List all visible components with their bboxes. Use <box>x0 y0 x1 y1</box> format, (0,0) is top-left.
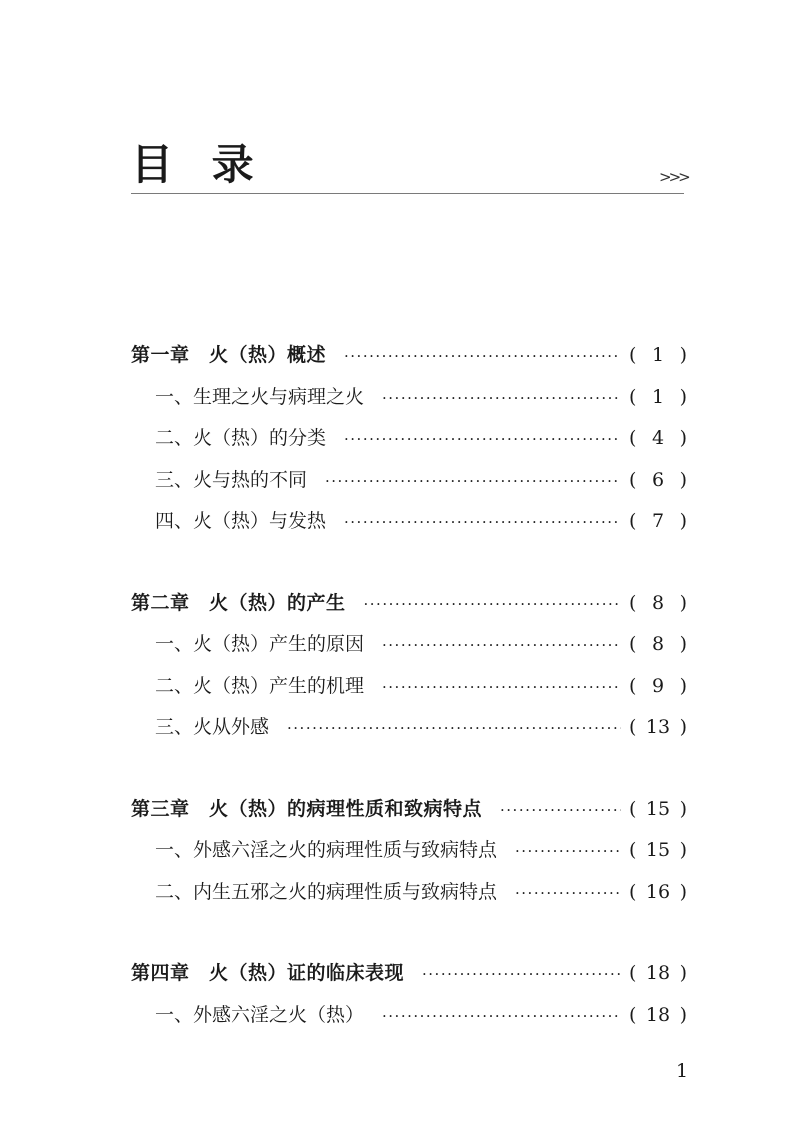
entry-title: 四、火（热）与发热 <box>155 510 327 532</box>
leader-dots <box>382 625 621 667</box>
leader-dots <box>344 502 621 544</box>
toc-entry-section[interactable] <box>131 995 687 1037</box>
toc-entry-section[interactable] <box>131 418 687 460</box>
entry-page: ( 15 ) <box>629 839 687 861</box>
leader-dots <box>325 461 621 503</box>
entry-title: 第一章 火（热）概述 <box>131 344 327 366</box>
entry-page: ( 1 ) <box>629 385 687 408</box>
entry-page: ( 1 ) <box>629 344 687 366</box>
page-number: 1 <box>676 1060 689 1082</box>
toc-entry-section[interactable] <box>131 501 687 543</box>
entry-page: ( 18 ) <box>629 1003 687 1026</box>
toc-entry-chapter[interactable] <box>131 953 687 995</box>
leader-dots <box>515 873 621 915</box>
entry-page: ( 7 ) <box>629 510 687 532</box>
entry-page: ( 16 ) <box>629 880 687 903</box>
leader-dots <box>500 790 621 832</box>
toc-entry-section[interactable] <box>131 460 687 502</box>
entry-title: 三、火从外感 <box>155 716 270 738</box>
entry-title: 第三章 火（热）的病理性质和致病特点 <box>131 797 483 820</box>
entry-page: ( 18 ) <box>629 962 687 984</box>
entry-title: 三、火与热的不同 <box>155 468 308 491</box>
toc-entry-chapter[interactable] <box>131 789 687 831</box>
leader-dots <box>422 954 621 996</box>
table-of-contents <box>131 335 687 1076</box>
toc-entry-section[interactable] <box>131 830 687 872</box>
toc-chapter-2 <box>131 583 687 749</box>
leader-dots <box>344 336 621 378</box>
entry-page: ( 4 ) <box>629 427 687 449</box>
entry-title: 一、生理之火与病理之火 <box>155 385 365 408</box>
toc-chapter-4 <box>131 953 687 1036</box>
entry-title: 二、内生五邪之火的病理性质与致病特点 <box>155 880 498 903</box>
entry-title: 一、外感六淫之火（热） <box>155 1003 365 1026</box>
chevrons-icon: >>> <box>659 168 688 186</box>
entry-page: ( 15 ) <box>629 797 687 820</box>
leader-dots <box>515 831 621 873</box>
entry-page: ( 6 ) <box>629 468 687 491</box>
page-title: 目 录 <box>131 140 266 189</box>
entry-page: ( 8 ) <box>629 633 687 655</box>
entry-page: ( 8 ) <box>629 591 687 614</box>
entry-title: 第二章 火（热）的产生 <box>131 591 346 614</box>
toc-entry-section[interactable] <box>131 624 687 666</box>
entry-title: 一、火（热）产生的原因 <box>155 633 365 655</box>
entry-page: ( 13 ) <box>629 716 687 738</box>
toc-entry-chapter[interactable] <box>131 583 687 625</box>
leader-dots <box>382 667 621 709</box>
entry-title: 二、火（热）产生的机理 <box>155 674 365 697</box>
toc-entry-section[interactable] <box>131 872 687 914</box>
entry-title: 一、外感六淫之火的病理性质与致病特点 <box>155 839 498 861</box>
toc-entry-section[interactable] <box>131 707 687 749</box>
entry-title: 第四章 火（热）证的临床表现 <box>131 962 405 984</box>
toc-entry-chapter[interactable] <box>131 335 687 377</box>
leader-dots <box>382 378 621 420</box>
toc-entry-section[interactable] <box>131 666 687 708</box>
toc-chapter-3 <box>131 789 687 914</box>
leader-dots <box>382 996 621 1038</box>
leader-dots <box>344 419 621 461</box>
entry-page: ( 9 ) <box>629 674 687 697</box>
leader-dots <box>364 584 621 626</box>
toc-entry-section[interactable] <box>131 377 687 419</box>
leader-dots <box>287 708 621 750</box>
title-divider <box>131 193 684 194</box>
toc-chapter-1 <box>131 335 687 543</box>
entry-title: 二、火（热）的分类 <box>155 427 327 449</box>
